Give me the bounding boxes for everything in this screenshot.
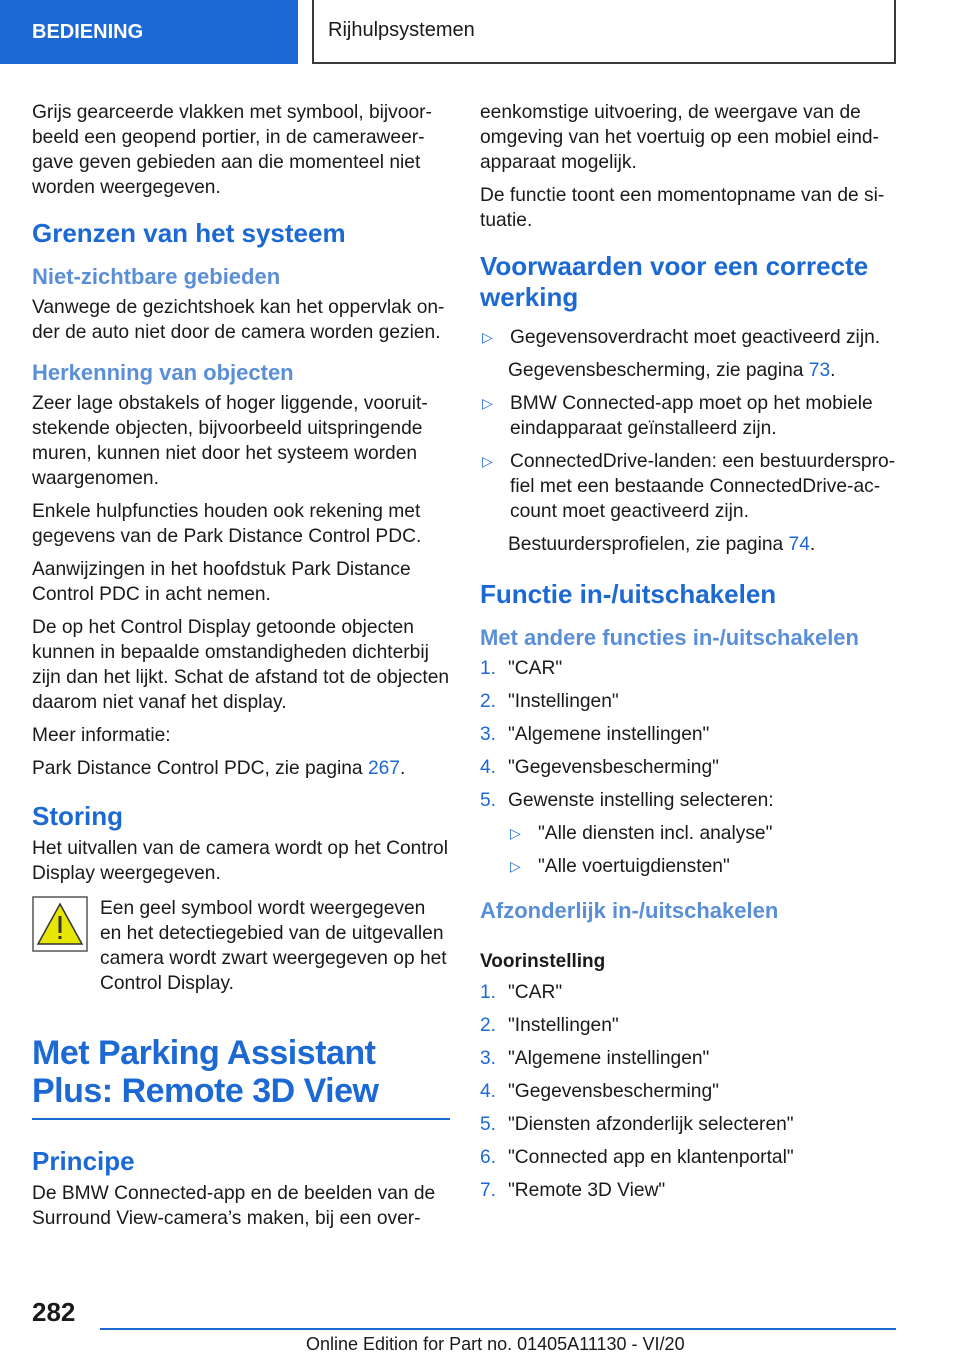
list-item-text: BMW Connected-app moet op het mobiele eindapparaat geïnstalleerd zijn. bbox=[510, 393, 873, 439]
step-number: 5. bbox=[480, 1114, 497, 1135]
list-item bbox=[508, 854, 898, 879]
step-text: "Diensten afzonderlijk selecteren" bbox=[508, 1114, 794, 1135]
step-number: 5. bbox=[480, 790, 497, 811]
cross-reference-text: Gegevensbescherming, zie pagina bbox=[508, 360, 809, 381]
step-text: "CAR" bbox=[508, 658, 563, 679]
step-number: 2. bbox=[480, 1015, 497, 1036]
step-number: 3. bbox=[480, 1048, 497, 1069]
heading-principle: Principe bbox=[32, 1146, 135, 1176]
step-text: "Algemene instellingen" bbox=[508, 724, 710, 745]
bullet-triangle-icon: ▷ bbox=[482, 329, 493, 345]
paragraph: Het uitvallen van de camera wordt op het Control Display weergegeven. bbox=[32, 838, 448, 884]
paragraph: Enkele hulpfuncties houden ook rekening met gegevens van de Park Distance Control PDC. bbox=[32, 501, 422, 547]
step-text: "Algemene instellingen" bbox=[508, 1048, 710, 1069]
step-text: Gewenste instelling selecteren: bbox=[508, 790, 774, 811]
step-text: "Connected app en klantenportal" bbox=[508, 1147, 794, 1168]
step-item bbox=[480, 980, 898, 1005]
heading-conditions: Voorwaarden voor een correcte werking bbox=[480, 251, 869, 312]
step-text: "CAR" bbox=[508, 982, 563, 1003]
left-column bbox=[32, 100, 450, 1239]
heading-switch-on-off: Functie in-/uitschakelen bbox=[480, 579, 777, 609]
list-item bbox=[480, 391, 898, 441]
section-divider bbox=[32, 1118, 450, 1120]
page-link[interactable]: 267 bbox=[367, 758, 400, 779]
step-item bbox=[480, 1178, 898, 1203]
step-text: "Gegevensbescherming" bbox=[508, 1081, 719, 1102]
paragraph: Aanwijzingen in het hoofdstuk Park Distance Control PDC in acht nemen. bbox=[32, 559, 411, 605]
page-number: 282 bbox=[32, 1297, 76, 1327]
warning-icon bbox=[32, 896, 88, 952]
step-text: "Instellingen" bbox=[508, 1015, 619, 1036]
heading-object-recognition: Herkenning van objecten bbox=[32, 360, 294, 385]
page-link[interactable]: 73 bbox=[808, 360, 831, 381]
steps-list-1 bbox=[480, 656, 898, 813]
step-number: 1. bbox=[480, 658, 497, 679]
step-number: 7. bbox=[480, 1180, 497, 1201]
step-item bbox=[480, 1079, 898, 1104]
bullet-triangle-icon: ▷ bbox=[482, 453, 493, 469]
paragraph: Grijs gearceerde vlakken met symbool, bijvoor-beeld een geopend portier, in de cameraweer-gave geven gebieden aan die momenteel niet worden weergegeven. bbox=[32, 102, 432, 198]
heading-system-limits: Grenzen van het systeem bbox=[32, 218, 346, 248]
list-item-text: Gegevensoverdracht moet geactiveerd zijn. bbox=[510, 327, 881, 348]
step-number: 6. bbox=[480, 1147, 497, 1168]
paragraph: De functie toont een momentopname van de si-tuatie. bbox=[480, 185, 885, 231]
step-number: 4. bbox=[480, 1081, 497, 1102]
list-item-text: "Alle voertuigdiensten" bbox=[538, 856, 730, 877]
paragraph: De BMW Connected-app en de beelden van de Surround View-camera’s maken, bij een over- bbox=[32, 1183, 436, 1229]
step-item bbox=[480, 1145, 898, 1170]
chapter-title: Rijhulpsystemen bbox=[312, 0, 896, 64]
paragraph: De op het Control Display getoonde objecten kunnen in bepaalde omstandigheden dichterbij zijn dan het lijkt. Schat de afstand tot de objecten daarom niet vanaf het display. bbox=[32, 617, 450, 713]
step-item bbox=[480, 1013, 898, 1038]
heading-fault: Storing bbox=[32, 801, 123, 831]
step-item bbox=[480, 1112, 898, 1137]
list-item bbox=[508, 821, 898, 846]
step-number: 4. bbox=[480, 757, 497, 778]
heading-separately: Afzonderlijk in-/uitschakelen bbox=[480, 898, 779, 923]
step-text: "Instellingen" bbox=[508, 691, 619, 712]
step-item bbox=[480, 722, 898, 747]
warning-note bbox=[32, 896, 450, 996]
cross-reference: Park Distance Control PDC, zie pagina 267. bbox=[32, 758, 406, 779]
right-column bbox=[480, 100, 898, 1211]
step-text: "Remote 3D View" bbox=[508, 1180, 666, 1201]
step-number: 2. bbox=[480, 691, 497, 712]
heading-main-section: Met Parking Assistant Plus: Remote 3D View bbox=[32, 1034, 379, 1110]
step-item bbox=[480, 656, 898, 681]
step-item bbox=[480, 689, 898, 714]
cross-reference-text: Park Distance Control PDC, zie pagina bbox=[32, 758, 368, 779]
bullet-triangle-icon: ▷ bbox=[482, 395, 493, 411]
step-text: "Gegevensbescherming" bbox=[508, 757, 719, 778]
edition-footer: Online Edition for Part no. 01405A11130 - VI/20 bbox=[306, 1334, 685, 1354]
paragraph: Meer informatie: bbox=[32, 725, 171, 746]
heading-invisible-areas: Niet-zichtbare gebieden bbox=[32, 264, 281, 289]
steps-list-2 bbox=[480, 980, 898, 1203]
paragraph: eenkomstige uitvoering, de weergave van de omgeving van het voertuig op een mobiel eind-apparaat mogelijk. bbox=[480, 102, 879, 173]
step-item bbox=[480, 1046, 898, 1071]
step-number: 3. bbox=[480, 724, 497, 745]
cross-reference: Gegevensbescherming, zie pagina 73. bbox=[508, 360, 836, 381]
warning-text: Een geel symbool wordt weergegeven en het detectiegebied van de uitgevallen camera wordt zwart weergegeven op het Control Display. bbox=[100, 898, 447, 994]
step-item bbox=[480, 755, 898, 780]
footer-divider bbox=[100, 1328, 896, 1330]
section-tab[interactable]: BEDIENING bbox=[0, 0, 298, 64]
page-link[interactable]: 74 bbox=[788, 534, 810, 555]
paragraph: Zeer lage obstakels of hoger liggende, vooruit-stekende objecten, bijvoorbeeld uitspringende muren, kunnen niet door het systeem worden waargenomen. bbox=[32, 393, 428, 489]
list-item bbox=[480, 449, 898, 524]
cross-reference: Bestuurdersprofielen, zie pagina 74. bbox=[508, 534, 816, 555]
bullet-triangle-icon: ▷ bbox=[510, 825, 521, 841]
step-number: 1. bbox=[480, 982, 497, 1003]
bullet-triangle-icon: ▷ bbox=[510, 858, 521, 874]
list-item-text: "Alle diensten incl. analyse" bbox=[538, 823, 773, 844]
heading-with-other-functions: Met andere functies in-/uitschakelen bbox=[480, 625, 859, 650]
step-item bbox=[480, 788, 898, 813]
list-item bbox=[480, 325, 898, 350]
paragraph: Vanwege de gezichtshoek kan het oppervlak on-der de auto niet door de camera worden gezien. bbox=[32, 297, 445, 343]
cross-reference-text: Bestuurdersprofielen, zie pagina bbox=[508, 534, 789, 555]
options-list bbox=[480, 821, 898, 879]
list-item-text: ConnectedDrive-landen: een bestuurderspro-fiel met een bestaande ConnectedDrive-ac-count moet geactiveerd zijn. bbox=[510, 451, 896, 522]
heading-preset: Voorinstelling bbox=[480, 951, 606, 972]
